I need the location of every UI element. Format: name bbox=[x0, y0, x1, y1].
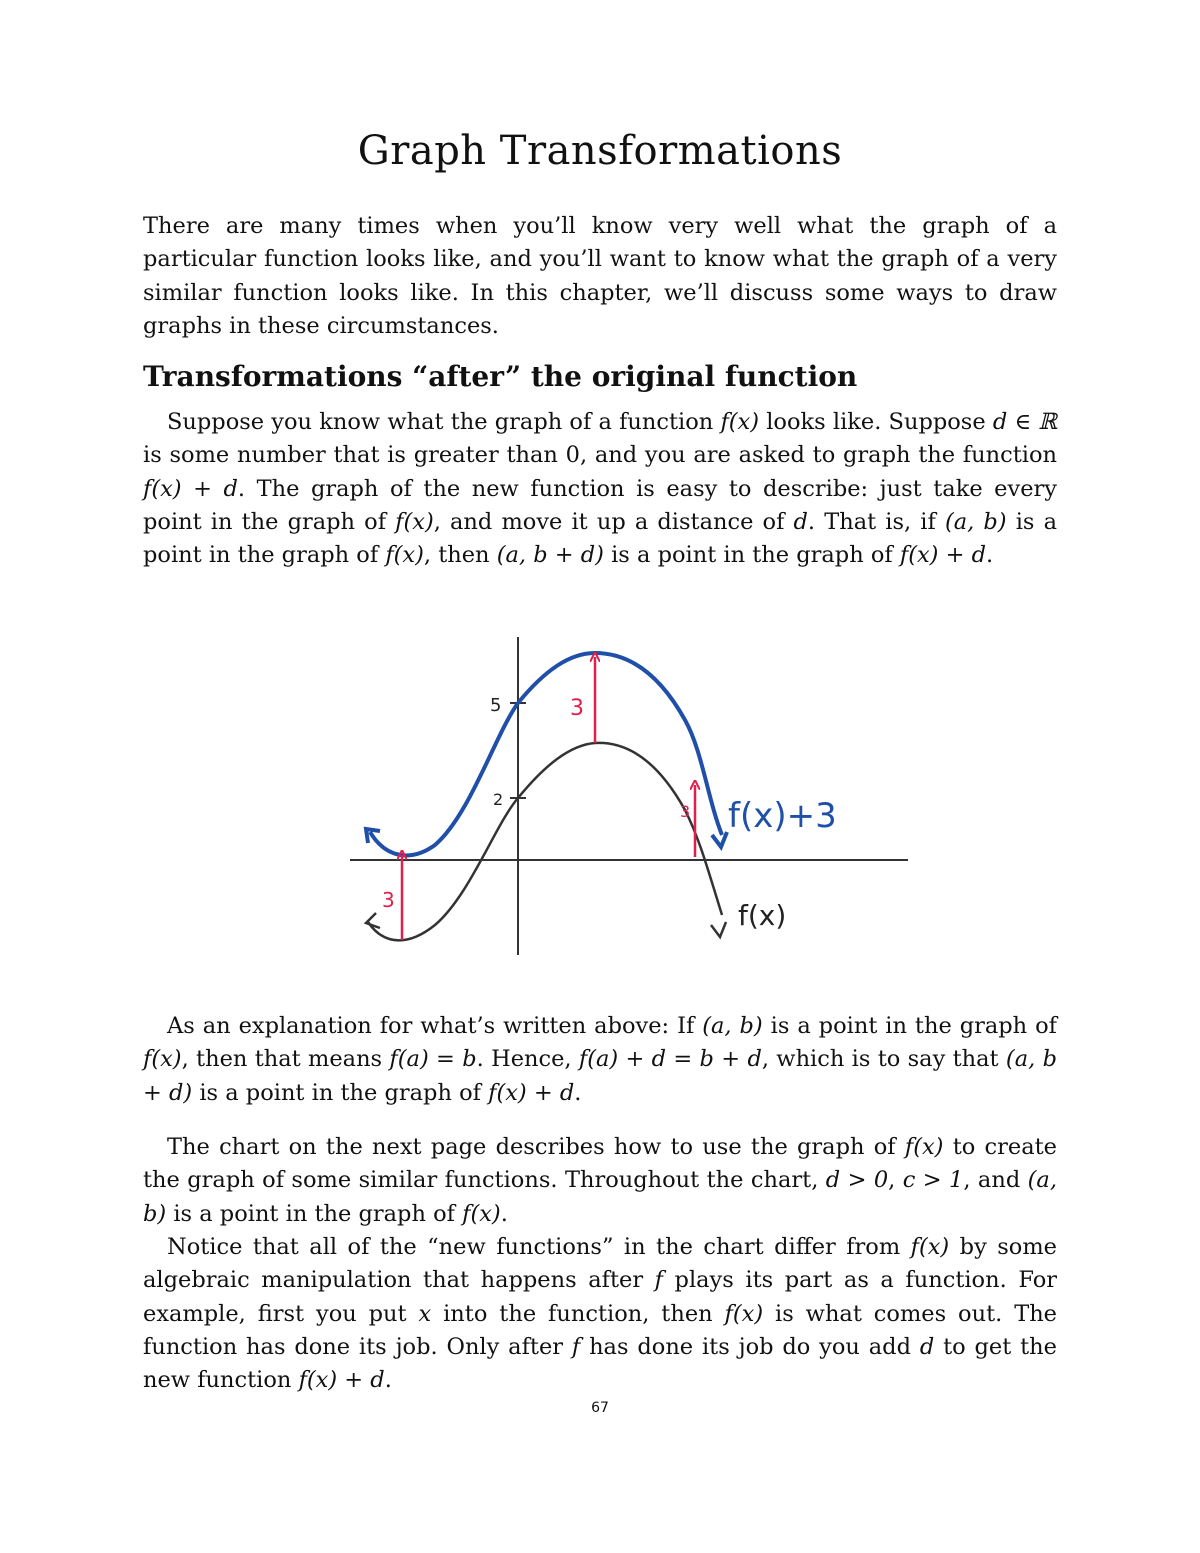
shift-label-left: 3 bbox=[382, 888, 395, 912]
original-curve bbox=[368, 743, 722, 940]
paragraph-notice: Notice that all of the “new functions” in the chart differ from f(x) by some algebraic manipulation that happens after f plays its part as a function. For example, first you put x into the function, then f(x) is what comes out. The function has done its job. Only after f has done its job do you add d to get the new function f(x) + d. bbox=[143, 1234, 1058, 1394]
shifted-curve bbox=[370, 653, 722, 855]
shift-diagram bbox=[330, 625, 930, 965]
shift-diagram-svg bbox=[330, 625, 930, 965]
page-number: 67 bbox=[591, 1400, 609, 1416]
original-right-arrowhead bbox=[711, 922, 726, 937]
intro-paragraph: There are many times when you’ll know very well what the graph of a particular function looks like, and you’ll want to know what the graph of a very similar function looks like. In this chapter, we’ll discuss some ways to draw graphs in these circumstances. bbox=[143, 213, 1057, 339]
section-title: Transformations “after” the original function bbox=[143, 360, 858, 393]
paragraph-vertical-shift: Suppose you know what the graph of a function f(x) looks like. Suppose d ∈ ℝ is some number that is greater than 0, and you are asked to graph the function f(x) + d. The graph of the new function is easy to describe: just take every point in the graph of f(x), and move it up a distance of d. That is, if (a, b) is a point in the graph of f(x), then (a, b + d) is a point in the graph of f(x) + d. bbox=[143, 409, 1057, 569]
shift-label-center: 3 bbox=[570, 696, 584, 721]
paragraph-explanation: As an explanation for what’s written above: If (a, b) is a point in the graph of f(x), then that means f(a) = b. Hence, f(a) + d = b + d, which is to say that (a, b + d) is a point in the graph of f(x) + d. bbox=[143, 1013, 1057, 1106]
label-fx-plus-3: f(x)+3 bbox=[728, 796, 837, 836]
label-fx: f(x) bbox=[738, 899, 787, 932]
tick-label-5: 5 bbox=[490, 695, 502, 716]
original-left-arrowhead bbox=[366, 913, 380, 928]
shift-label-right: 3 bbox=[680, 802, 691, 821]
shifted-right-arrowhead bbox=[712, 832, 727, 847]
page-title: Graph Transformations bbox=[357, 128, 843, 174]
paragraph-chart-intro: The chart on the next page describes how to use the graph of f(x) to create the graph of some similar functions. Throughout the chart, d > 0, c > 1, and (a, b) is a point in the graph of f(x). bbox=[143, 1134, 1058, 1227]
tick-label-2: 2 bbox=[493, 790, 504, 809]
